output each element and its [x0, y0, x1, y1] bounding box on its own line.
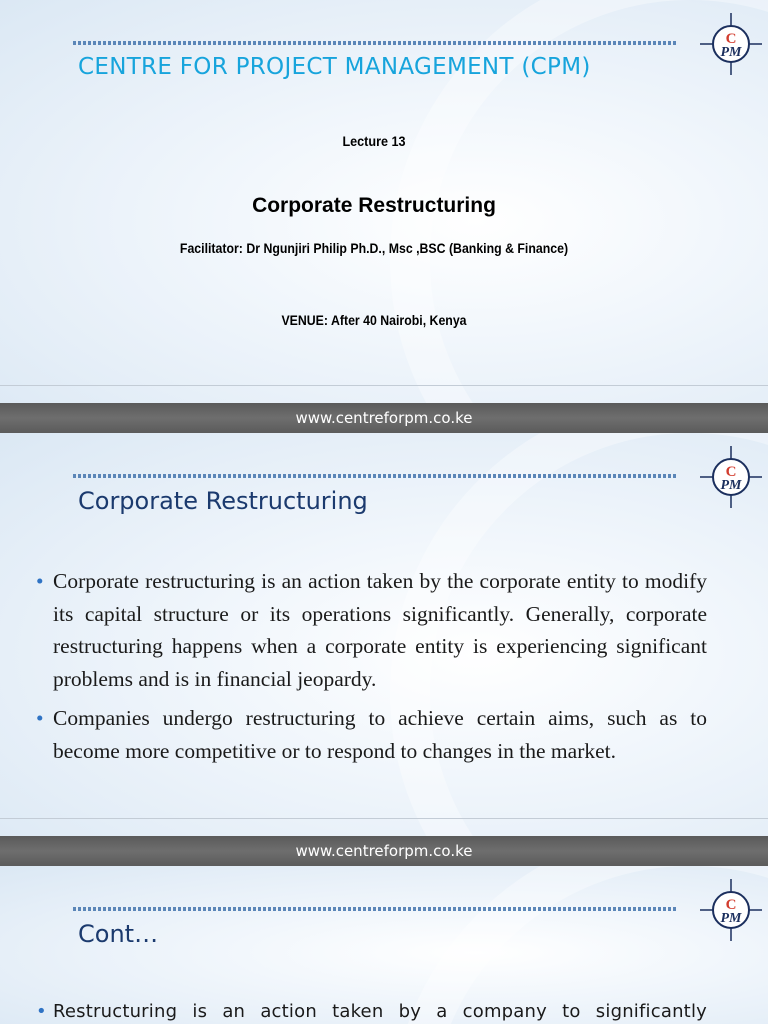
bullet-dot-icon: •: [36, 569, 44, 593]
cpm-logo-icon: [700, 879, 762, 941]
logo-letter-c: C: [725, 464, 737, 480]
slide-3: [0, 866, 768, 1024]
bullet-text: Companies undergo restructuring to achieve certain aims, such as to become more competitive or to respond to changes in the market.: [53, 706, 707, 763]
bullet-item: [36, 565, 707, 695]
footer-bar-2: www.centreforpm.co.ke: [0, 836, 768, 866]
presentation-title: Corporate Restructuring: [252, 194, 496, 217]
bullet-list: [36, 565, 707, 774]
facilitator-line: Facilitator: Dr Ngunjiri Philip Ph.D., Msc ,BSC (Banking & Finance): [179, 240, 569, 256]
slide-separator-line: [0, 818, 768, 819]
dotted-divider: [73, 41, 676, 45]
dotted-divider: [73, 907, 676, 911]
lecture-number: Lecture 13: [342, 133, 406, 149]
slide-2: [0, 433, 768, 836]
logo-letters-pm: PM: [720, 478, 742, 493]
dotted-divider: [73, 474, 676, 478]
bullet-item: [36, 702, 707, 767]
cpm-logo-icon: [700, 13, 762, 75]
footer-bar-1: www.centreforpm.co.ke: [0, 403, 768, 433]
logo-letter-c: C: [725, 897, 737, 913]
bullet-dot-icon: •: [36, 706, 44, 730]
slide-1: [0, 0, 768, 403]
venue-line: VENUE: After 40 Nairobi, Kenya: [281, 312, 467, 328]
slide-separator-line: [0, 385, 768, 386]
logo-letters-pm: PM: [720, 911, 742, 926]
slide-heading: Corporate Restructuring: [78, 487, 368, 515]
org-title: CENTRE FOR PROJECT MANAGEMENT (CPM): [78, 54, 591, 80]
bullet-text: Corporate restructuring is an action taken by the corporate entity to modify its capital structure or its operations significantly. Generally, corporate restructuring happens when a corporate entity is experiencing significant problems and is in financial jeopardy.: [53, 569, 707, 691]
cpm-logo-icon: [700, 446, 762, 508]
bullet-dot-icon: •: [36, 1001, 47, 1022]
slide-heading: Cont…: [78, 920, 159, 948]
logo-letters-pm: PM: [720, 45, 742, 60]
bullet-text: Restructuring is an action taken by a company to significantly: [53, 1001, 707, 1022]
logo-letter-c: C: [725, 31, 737, 47]
bullet-item: [36, 996, 707, 1024]
bullet-list: [36, 996, 707, 1024]
